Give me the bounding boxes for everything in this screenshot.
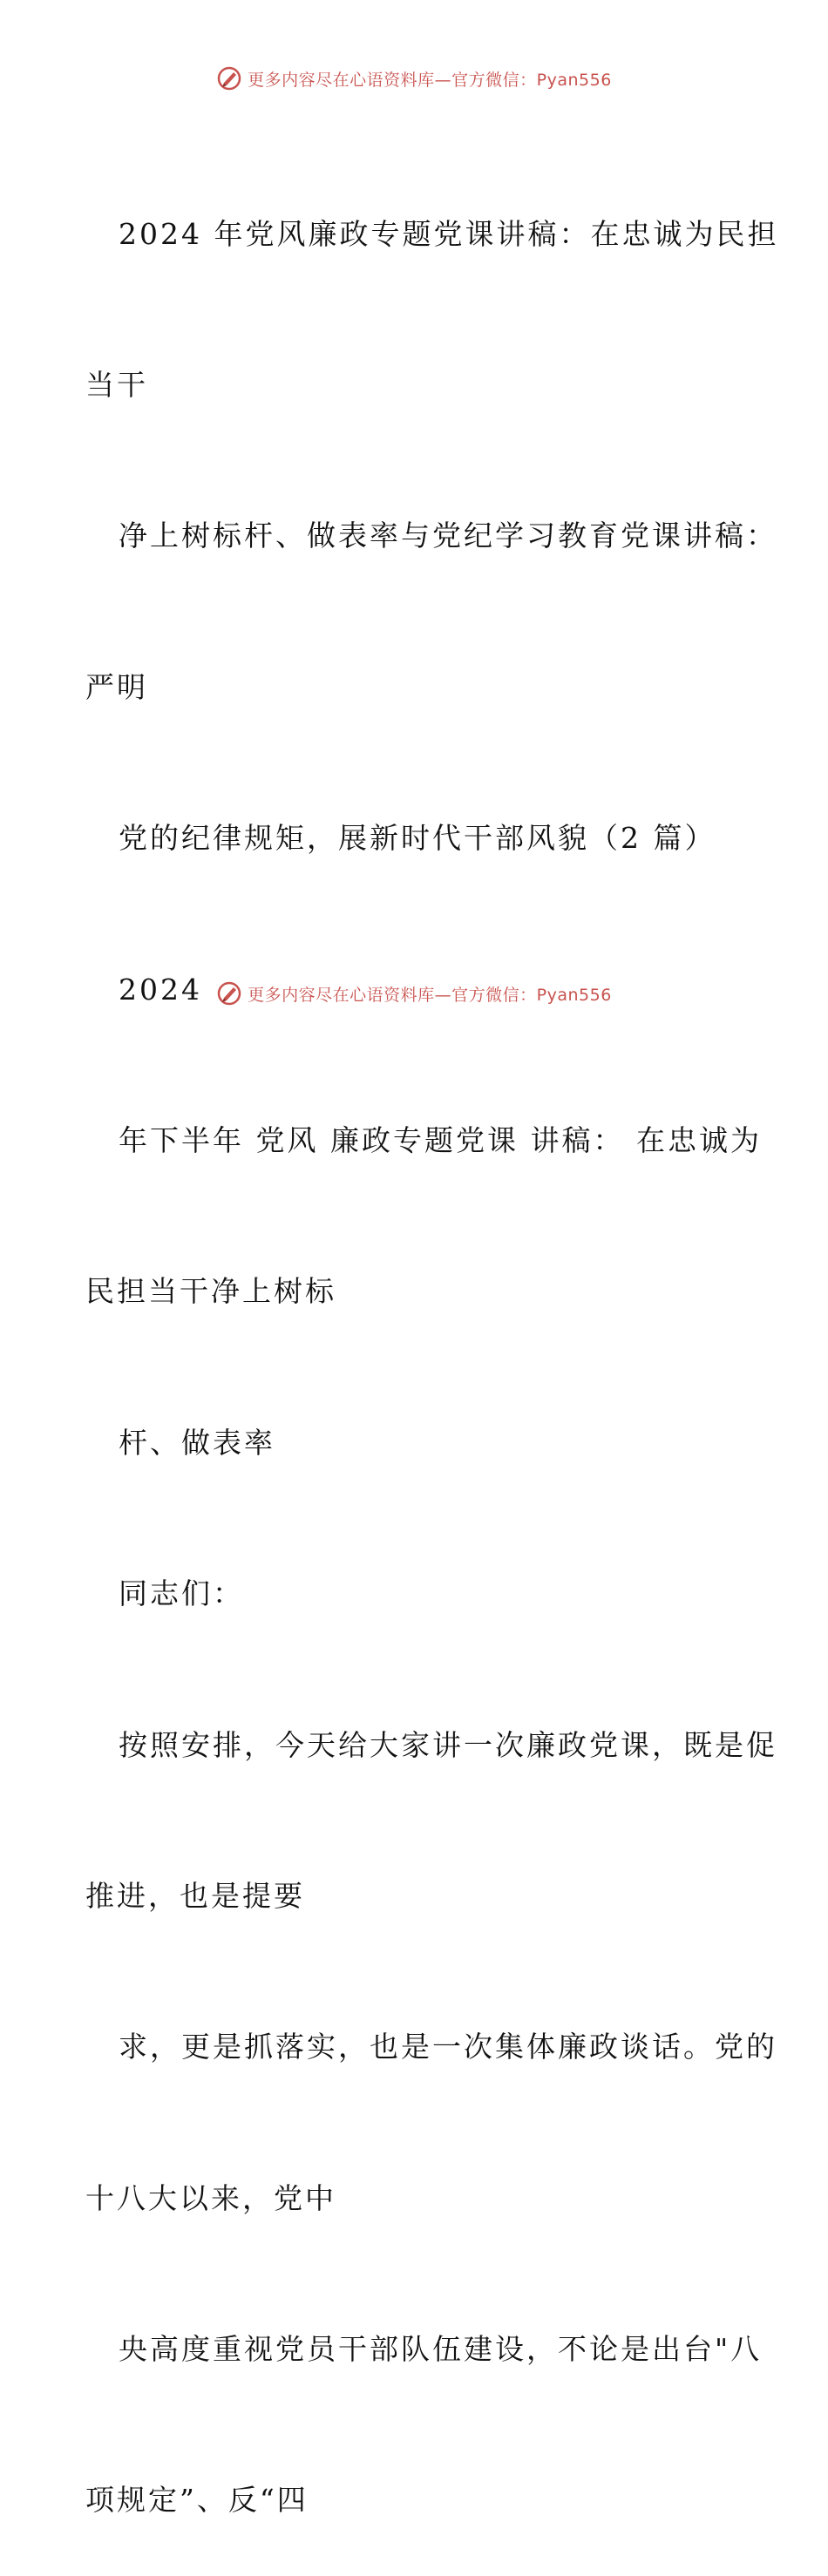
text-line-8: 民担当干净上树标 [85,1274,336,1309]
title-line-2: 当干 [85,367,148,402]
text-line-6: 2024 [119,972,202,1007]
title-line-4: 严明 [85,669,148,704]
text-line-9: 杆、做表率 [119,1425,275,1460]
text-line-7: 年下半年 党风 廉政专题党课 讲稿： 在忠诚为 [119,1122,762,1157]
salutation-line: 同志们： [119,1576,244,1611]
title-line-3: 净上树标杆、做表率与党纪学习教育党课讲稿： [119,519,777,553]
pen-logo-icon [216,980,242,1007]
title-line-5: 党的纪律规矩，展新时代干部风貌（2 篇） [119,821,716,856]
title-line-1: 2024 年党风廉政专题党课讲稿：在忠诚为民担 [119,216,779,251]
text-line-11: 按照安排，今天给大家讲一次廉政党课，既是促 [119,1727,777,1762]
header-watermark [0,61,828,96]
text-line-15: 央高度重视党员干部队伍建设，不论是出台"八 [119,2332,763,2367]
document-body [85,108,779,2576]
text-line-14: 十八大以来，党中 [85,2180,336,2215]
footer-watermark [0,976,828,1011]
footer-watermark-text: 更多内容尽在心语资料库—官方微信：Pyan556 [248,985,612,1005]
header-watermark-text: 更多内容尽在心语资料库—官方微信：Pyan556 [248,70,612,90]
pen-logo-icon [216,65,242,92]
text-line-12: 推进，也是提要 [85,1878,305,1913]
text-line-16: 项规定”、反“四 [85,2483,309,2518]
text-line-13: 求，更是抓落实，也是一次集体廉政谈话。党的 [119,2030,777,2064]
